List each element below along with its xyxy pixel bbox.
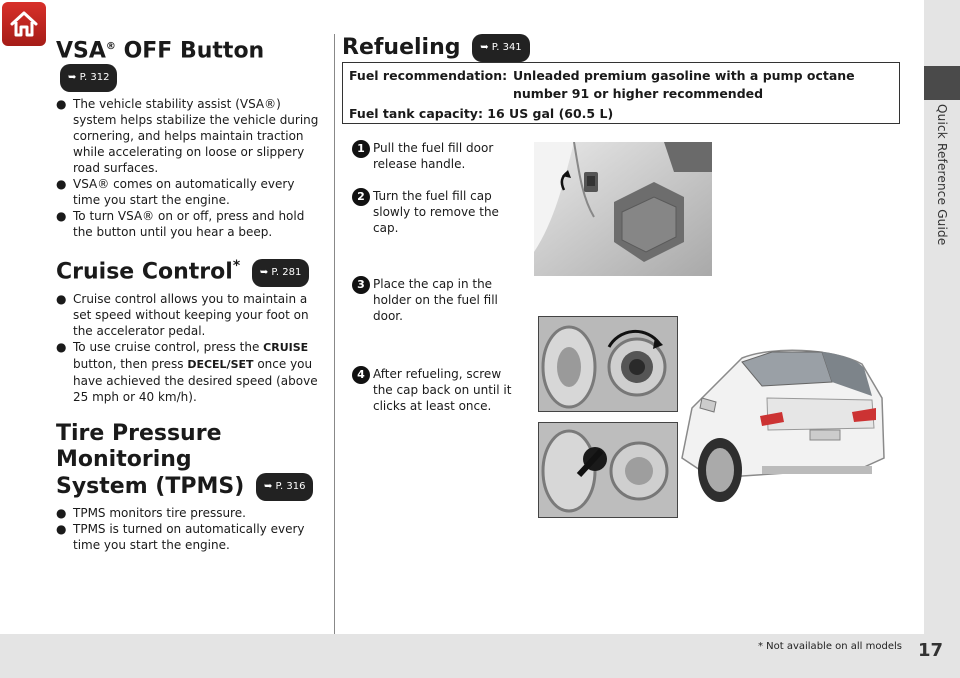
list-item: ● Cruise control allows you to maintain a set speed without keeping your foot on the accelerator pedal. [56, 291, 322, 339]
tpms-page-ref-label: P. 316 [275, 480, 306, 492]
right-column [342, 34, 904, 62]
refuel-step-4 [352, 366, 512, 416]
list-item: ● VSA® comes on automatically every time you start the engine. [56, 176, 322, 208]
step-number-badge: 2 [352, 188, 370, 206]
tpms-page-ref-link[interactable]: ➥ P. 316 [256, 473, 313, 501]
column-divider [334, 34, 335, 634]
step-number-badge: 1 [352, 140, 370, 158]
side-tab-marker [924, 66, 960, 100]
step-text: After refueling, screw the cap back on until it clicks at least once. [373, 367, 512, 413]
tpms-bullet-list [56, 505, 322, 553]
home-icon [9, 10, 39, 38]
availability-star: * [232, 258, 241, 275]
text-run: To use cruise control, press the [73, 339, 264, 354]
fuel-door-release-photo [534, 142, 712, 276]
list-item: ● The vehicle stability assist (VSA®) system helps stabilize the vehicle during cornering, and helps maintain traction while accelerating on loose or slippery road surfaces. [56, 96, 322, 176]
text-run: once you have achieved the desired speed (above 25 mph or 40 km/h). [73, 356, 318, 404]
vehicle-rear-illustration [672, 338, 890, 510]
refueling-heading [342, 34, 904, 62]
vsa-bullet-list [56, 96, 322, 240]
refueling-page-ref-link[interactable]: ➥ P. 341 [472, 34, 529, 62]
list-item: ● To turn VSA® on or off, press and hold the button until you hear a beep. [56, 208, 322, 240]
list-item [56, 339, 322, 405]
fuel-recommendation-value-line1: Unleaded premium gasoline with a pump octane [513, 68, 855, 83]
refuel-step-3 [352, 276, 512, 326]
refueling-page-ref-label: P. 341 [491, 42, 522, 53]
refuel-step-1 [352, 140, 512, 176]
fuel-recommendation-value-line2: number 91 or higher recommended [513, 86, 764, 101]
refueling-title: Refueling [342, 35, 461, 60]
step-text: Pull the fuel fill door release handle. [373, 141, 494, 171]
cruise-bullet-list [56, 291, 322, 405]
step-number-badge: 3 [352, 276, 370, 294]
fuel-tank-capacity: Fuel tank capacity: 16 US gal (60.5 L) [349, 106, 614, 121]
footnote: * Not available on all models [757, 641, 902, 652]
cruise-page-ref-link[interactable]: ➥ P. 281 [252, 259, 309, 287]
vsa-page-ref-label: P. 312 [79, 72, 110, 84]
fuel-cap-removed-photo [538, 316, 678, 412]
step-text: Turn the fuel fill cap slowly to remove the cap. [373, 189, 499, 235]
registered-mark: ® [105, 41, 116, 52]
cruise-page-ref-label: P. 281 [271, 266, 302, 278]
refuel-step-2 [352, 188, 512, 238]
tpms-title-line2: System (TPMS) [56, 473, 245, 499]
vsa-title: VSA [56, 38, 106, 64]
text-run: button, then press [73, 356, 188, 371]
step-text: Place the cap in the holder on the fuel fill door. [373, 277, 498, 323]
fuel-recommendation-label: Fuel recommendation: [349, 68, 508, 83]
cruise-heading [56, 253, 322, 286]
left-column [56, 34, 322, 553]
step-number-badge: 4 [352, 366, 370, 384]
list-item: ● TPMS monitors tire pressure. [56, 505, 322, 521]
tpms-heading [56, 421, 322, 501]
tpms-title-line1: Tire Pressure Monitoring [56, 420, 222, 472]
vsa-page-ref-link[interactable]: ➥ P. 312 [60, 64, 117, 92]
side-section-label[interactable]: Quick Reference Guide [935, 104, 949, 246]
page-number: 17 [917, 640, 943, 661]
decel-set-button-name: DECEL/SET [187, 357, 254, 371]
vsa-heading [56, 34, 322, 92]
cruise-title: Cruise Control [56, 259, 233, 285]
cruise-button-name: CRUISE [263, 340, 309, 354]
list-item: ● TPMS is turned on automatically every time you start the engine. [56, 521, 322, 553]
fuel-cap-installed-photo [538, 422, 678, 518]
home-button[interactable] [2, 2, 46, 46]
vsa-title-rest: OFF Button [115, 38, 265, 64]
fuel-spec-box [342, 62, 900, 124]
